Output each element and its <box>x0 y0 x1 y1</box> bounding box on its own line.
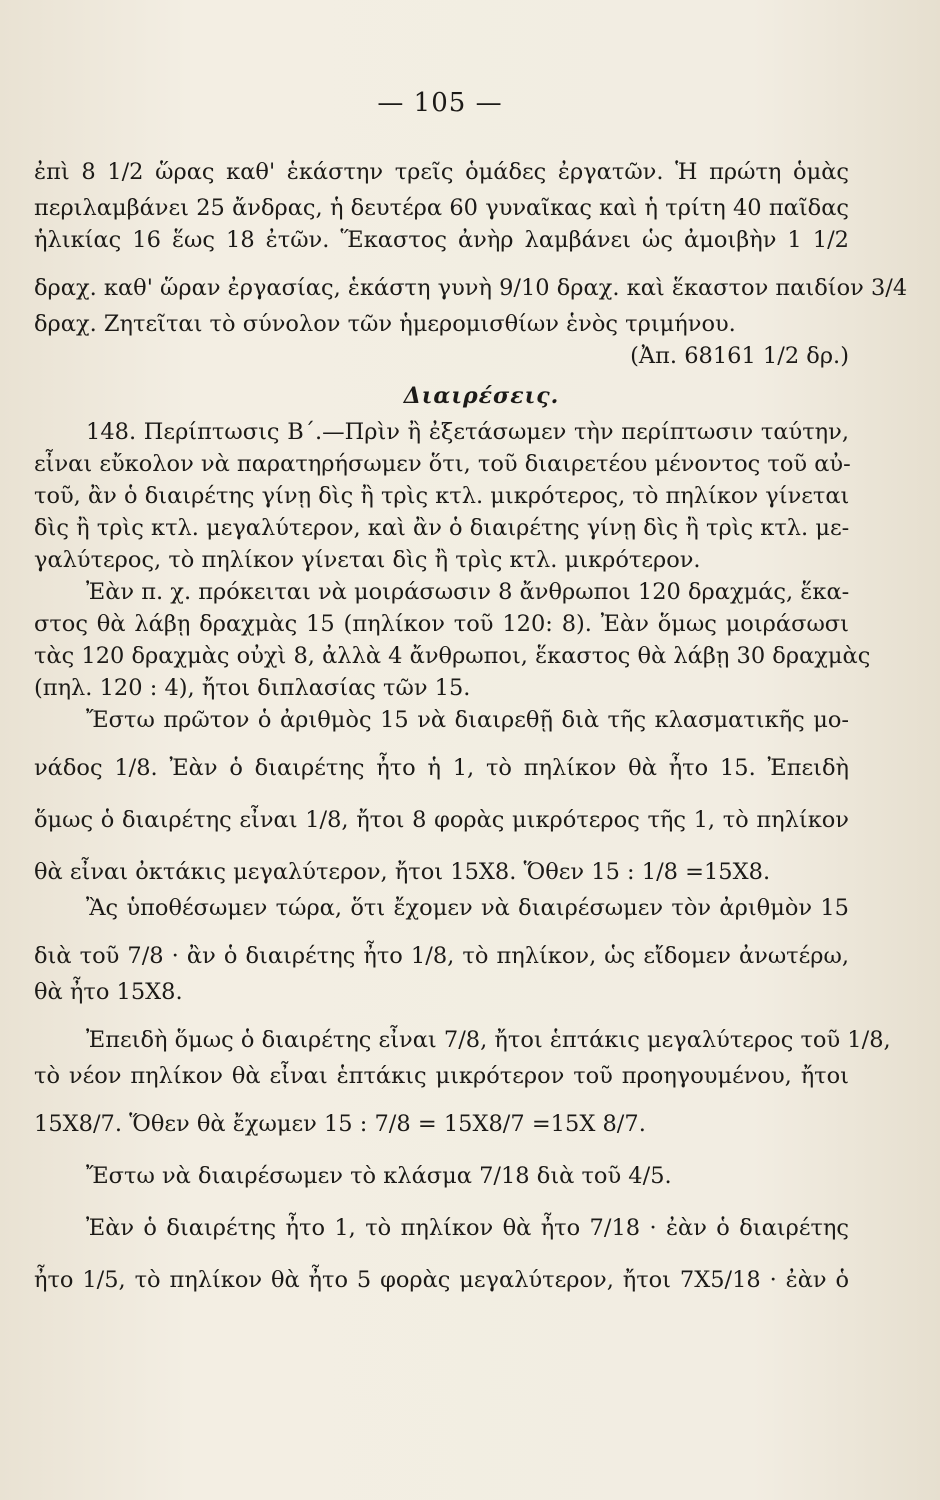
text-line: θὰ εἶναι ὀκτάκις μεγαλύτερον, ἤτοι 15X8. Ὅθεν 15 : 1/8 =15X8. <box>34 859 771 885</box>
text-line: δραχ. Ζητεῖται τὸ σύνολον τῶν ἡμερομισθίων ἑνὸς τριμήνου. <box>34 311 736 337</box>
text-line: 15X8/7. Ὅθεν θὰ ἔχωμεν 15 : 7/8 = 15X8/7 =15X 8/7. <box>34 1111 646 1137</box>
text-line: Ἐὰν ὁ διαιρέτης ἦτο 1, τὸ πηλίκον θὰ ἦτο 7/18 · ἐὰν ὁ διαιρέτης <box>86 1215 849 1241</box>
text-line: Ἔστω νὰ διαιρέσωμεν τὸ κλάσμα 7/18 διὰ τοῦ 4/5. <box>86 1163 672 1189</box>
text-line: Ἐπειδὴ ὅμως ὁ διαιρέτης εἶναι 7/8, ἤτοι ἑπτάκις μεγαλύτερος τοῦ 1/8, <box>86 1027 891 1053</box>
text-line: ἡλικίας 16 ἕως 18 ἐτῶν. Ἕκαστος ἀνὴρ λαμβάνει ὡς ἀμοιβὴν 1 1/2 <box>34 227 849 253</box>
page-number: — 105 — <box>377 88 503 118</box>
text-line: θὰ ἦτο 15X8. <box>34 979 183 1005</box>
text-line: Ἔστω πρῶτον ὁ ἀριθμὸς 15 νὰ διαιρεθῇ διὰ τῆς κλασματικῆς μο- <box>86 707 849 733</box>
text-line: εἶναι εὔκολον νὰ παρατηρήσωμεν ὅτι, τοῦ διαιρετέου μένοντος τοῦ αὐ- <box>34 451 851 477</box>
text-line: (πηλ. 120 : 4), ἤτοι διπλασίας τῶν 15. <box>34 675 471 701</box>
text-line: ὅμως ὁ διαιρέτης εἶναι 1/8, ἤτοι 8 φορὰς μικρότερος τῆς 1, τὸ πηλίκον <box>34 807 849 833</box>
page-text <box>34 140 908 1300</box>
text-line: ἐπὶ 8 1/2 ὥρας καθ' ἑκάστην τρεῖς ὁμάδες ἐργατῶν. Ἡ πρώτη ὁμὰς <box>34 159 849 185</box>
text-line: ἦτο 1/5, τὸ πηλίκον θὰ ἦτο 5 φορὰς μεγαλύτερον, ἤτοι 7X5/18 · ἐὰν ὁ <box>34 1267 849 1293</box>
text-line: τοῦ, ἂν ὁ διαιρέτης γίνῃ δὶς ἢ τρὶς κτλ. μικρότερος, τὸ πηλίκον γίνεται <box>34 483 850 509</box>
text-line: στος θὰ λάβῃ δραχμὰς 15 (πηλίκον τοῦ 120: 8). Ἐὰν ὅμως μοιράσωσι <box>34 611 849 637</box>
text-line: δραχ. καθ' ὥραν ἐργασίας, ἑκάστη γυνὴ 9/10 δραχ. καὶ ἕκαστον παιδίον 3/4 <box>34 275 908 301</box>
text-line: 148. Περίπτωσις Β΄.—Πρὶν ἢ ἐξετάσωμεν τὴν περίπτωσιν ταύτην, <box>86 419 849 445</box>
text-line: Ἐὰν π. χ. πρόκειται νὰ μοιράσωσιν 8 ἄνθρωποι 120 δραχμάς, ἕκα- <box>86 579 850 605</box>
text-line: διὰ τοῦ 7/8 · ἂν ὁ διαιρέτης ἦτο 1/8, τὸ πηλίκον, ὡς εἴδομεν ἀνωτέρω, <box>34 943 849 969</box>
text-line: γαλύτερος, τὸ πηλίκον γίνεται δὶς ἢ τρὶς κτλ. μικρότερον. <box>34 547 701 573</box>
text-line: περιλαμβάνει 25 ἄνδρας, ἡ δευτέρα 60 γυναῖκας καὶ ἡ τρίτη 40 παῖδας <box>34 195 849 221</box>
text-line: τὰς 120 δραχμὰς οὐχὶ 8, ἀλλὰ 4 ἄνθρωποι, ἕκαστος θὰ λάβῃ 30 δραχμὰς <box>34 643 871 669</box>
text-line: (Ἀπ. 68161 1/2 δρ.) <box>630 343 849 369</box>
text-line: Ἂς ὑποθέσωμεν τώρα, ὅτι ἔχομεν νὰ διαιρέσωμεν τὸν ἀριθμὸν 15 <box>86 895 849 921</box>
text-line: δὶς ἢ τρὶς κτλ. μεγαλύτερον, καὶ ἂν ὁ διαιρέτης γίνῃ δὶς ἢ τρὶς κτλ. με- <box>34 515 850 541</box>
section-heading: Διαιρέσεις. <box>403 383 560 409</box>
text-line: νάδος 1/8. Ἐὰν ὁ διαιρέτης ἦτο ἡ 1, τὸ πηλίκον θὰ ἦτο 15. Ἐπειδὴ <box>34 755 849 781</box>
text-line: τὸ νέον πηλίκον θὰ εἶναι ἑπτάκις μικρότερον τοῦ προηγουμένου, ἤτοι <box>34 1063 849 1089</box>
